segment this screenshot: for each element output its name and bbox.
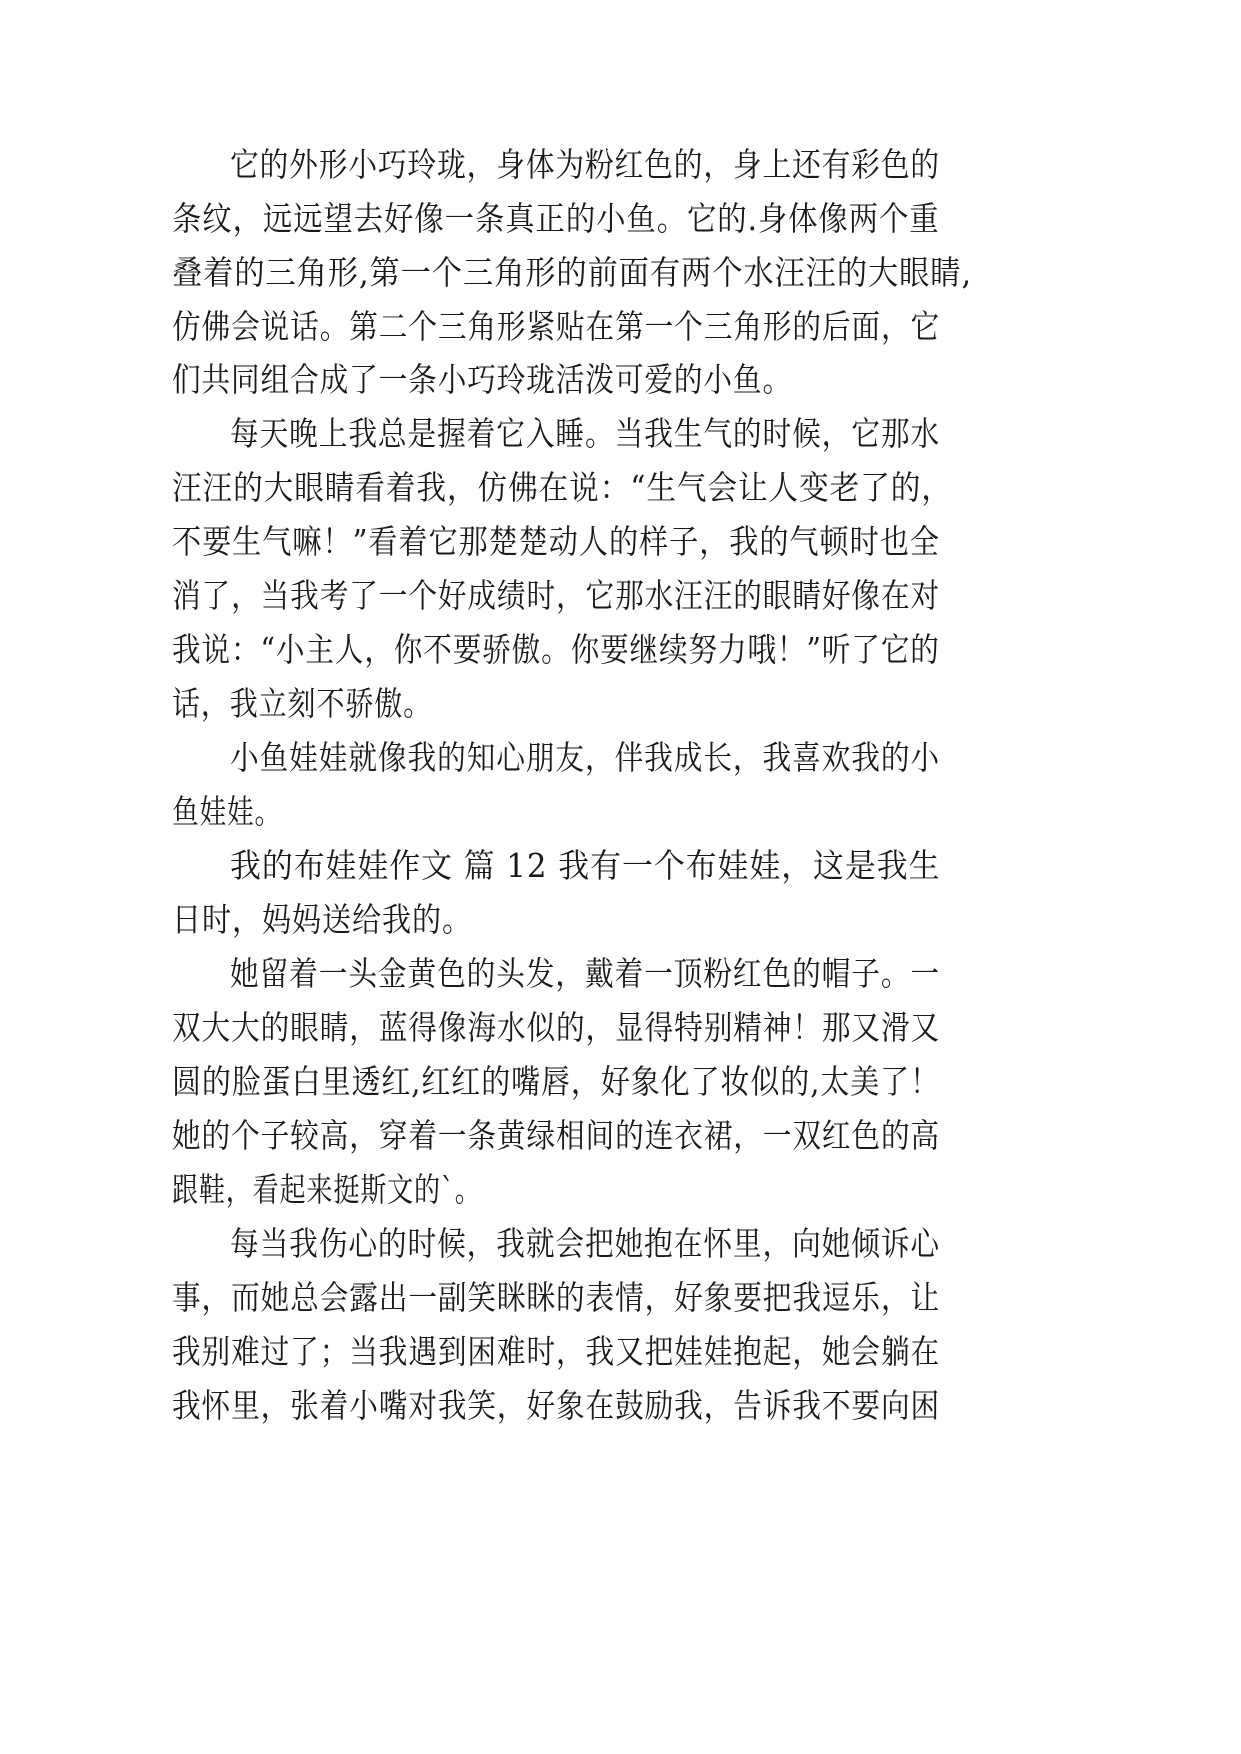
text-line: 它的外形小巧玲珑，身体为粉红色的，身上还有彩色的 [230, 145, 941, 184]
text-line: 我说：“小主人，你不要骄傲。你要继续努力哦！”听了它的 [172, 630, 940, 669]
text-line: 她留着一头金黄色的头发，戴着一顶粉红色的帽子。一 [230, 954, 941, 993]
text-line: 消了，当我考了一个好成绩时，它那水汪汪的眼睛好像在对 [172, 576, 941, 615]
text-line: 汪汪的大眼睛看着我，仿佛在说：“生气会让人变老了的， [172, 468, 952, 507]
text-line: 我的布娃娃作文 篇 12 我有一个布娃娃，这是我生 [230, 846, 941, 885]
text-line: 每天晚上我总是握着它入睡。当我生气的时候，它那水 [230, 414, 941, 453]
text-line: 双大大的眼睛，蓝得像海水似的，显得特别精神！那又滑又 [172, 1008, 941, 1047]
text-line: 小鱼娃娃就像我的知心朋友，伴我成长，我喜欢我的小 [230, 738, 941, 777]
text-line: 鱼娃娃。 [172, 792, 282, 831]
text-line: 我别难过了；当我遇到困难时，我又把娃娃抱起，她会躺在 [172, 1332, 941, 1371]
text-line: 叠着的三角形,第一个三角形的前面有两个水汪汪的大眼睛, [172, 253, 973, 292]
text-line: 圆的脸蛋白里透红,红红的嘴唇，好象化了妆似的,太美了！ [172, 1062, 940, 1101]
text-line: 跟鞋，看起来挺斯文的`。 [172, 1170, 482, 1209]
text-line: 日时，妈妈送给我的。 [172, 900, 473, 939]
text-line: 她的个子较高，穿着一条黄绿相间的连衣裙，一双红色的高 [172, 1116, 941, 1155]
text-line: 不要生气嘛！”看着它那楚楚动人的样子，我的气顿时也全 [172, 522, 940, 561]
text-line: 事，而她总会露出一副笑眯眯的表情，好象要把我逗乐，让 [172, 1278, 941, 1317]
text-line: 我怀里，张着小嘴对我笑，好象在鼓励我，告诉我不要向困 [172, 1386, 941, 1425]
text-line: 仿佛会说话。第二个三角形紧贴在第一个三角形的后面，它 [172, 307, 941, 346]
text-line: 们共同组合成了一条小巧玲珑活泼可爱的小鱼。 [172, 360, 792, 399]
text-line: 条纹，远远望去好像一条真正的小鱼。它的.身体像两个重 [172, 199, 940, 238]
text-line: 话，我立刻不骄傲。 [172, 684, 433, 723]
text-line: 每当我伤心的时候，我就会把她抱在怀里，向她倾诉心 [230, 1224, 941, 1263]
